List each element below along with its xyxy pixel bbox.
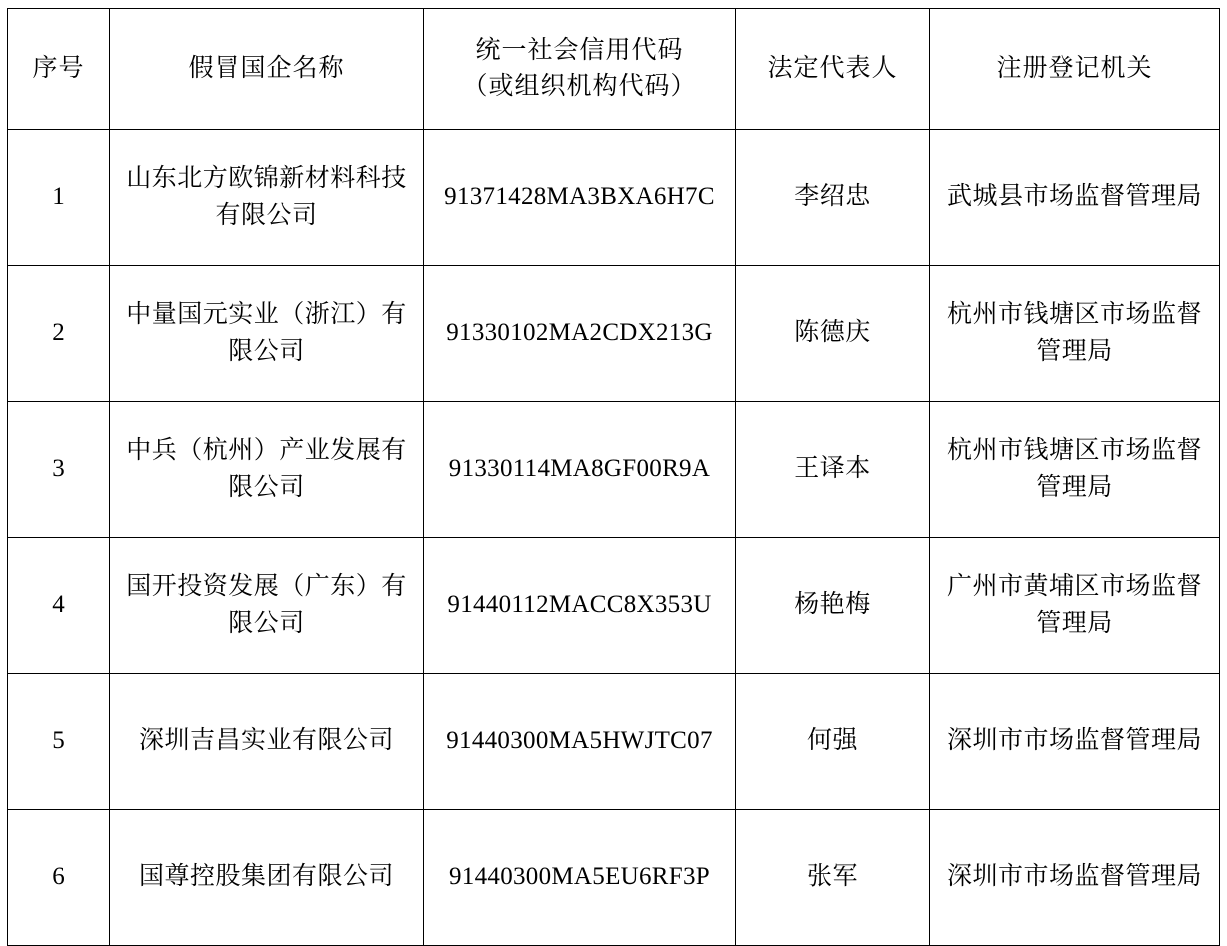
cell-name: 深圳吉昌实业有限公司 (110, 674, 424, 810)
table-row (8, 402, 1220, 538)
cell-representative: 陈德庆 (736, 266, 930, 402)
cell-index: 2 (8, 266, 110, 402)
cell-index: 4 (8, 538, 110, 674)
table-row (8, 810, 1220, 946)
cell-representative: 杨艳梅 (736, 538, 930, 674)
column-header-representative: 法定代表人 (736, 9, 930, 130)
cell-registrar: 杭州市钱塘区市场监督管理局 (930, 402, 1220, 538)
cell-representative: 李绍忠 (736, 130, 930, 266)
cell-representative: 王译本 (736, 402, 930, 538)
table-row (8, 674, 1220, 810)
table-header-row (8, 9, 1220, 130)
table-row (8, 130, 1220, 266)
cell-code: 91330114MA8GF00R9A (424, 402, 736, 538)
table-row (8, 266, 1220, 402)
column-header-name: 假冒国企名称 (110, 9, 424, 130)
cell-index: 6 (8, 810, 110, 946)
cell-representative: 何强 (736, 674, 930, 810)
cell-code: 91371428MA3BXA6H7C (424, 130, 736, 266)
column-header-code (424, 9, 736, 130)
cell-index: 3 (8, 402, 110, 538)
cell-registrar: 深圳市市场监督管理局 (930, 810, 1220, 946)
cell-code: 91440300MA5HWJTC07 (424, 674, 736, 810)
cell-name: 中量国元实业（浙江）有限公司 (110, 266, 424, 402)
table-header (8, 9, 1220, 130)
column-header-index: 序号 (8, 9, 110, 130)
cell-index: 5 (8, 674, 110, 810)
column-header-code-line1: 统一社会信用代码 (475, 36, 684, 64)
cell-registrar: 深圳市市场监督管理局 (930, 674, 1220, 810)
cell-code: 91440300MA5EU6RF3P (424, 810, 736, 946)
cell-name: 山东北方欧锦新材料科技有限公司 (110, 130, 424, 266)
cell-name: 国尊控股集团有限公司 (110, 810, 424, 946)
cell-code: 91440112MACC8X353U (424, 538, 736, 674)
table-body (8, 130, 1220, 946)
cell-registrar: 杭州市钱塘区市场监督管理局 (930, 266, 1220, 402)
cell-code: 91330102MA2CDX213G (424, 266, 736, 402)
table-row (8, 538, 1220, 674)
cell-registrar: 武城县市场监督管理局 (930, 130, 1220, 266)
column-header-registrar: 注册登记机关 (930, 9, 1220, 130)
cell-representative: 张军 (736, 810, 930, 946)
fake-soe-list-table (7, 8, 1220, 946)
cell-name: 国开投资发展（广东）有限公司 (110, 538, 424, 674)
column-header-code-line2: （或组织机构代码） (462, 73, 697, 100)
cell-registrar: 广州市黄埔区市场监督管理局 (930, 538, 1220, 674)
cell-name: 中兵（杭州）产业发展有限公司 (110, 402, 424, 538)
cell-index: 1 (8, 130, 110, 266)
